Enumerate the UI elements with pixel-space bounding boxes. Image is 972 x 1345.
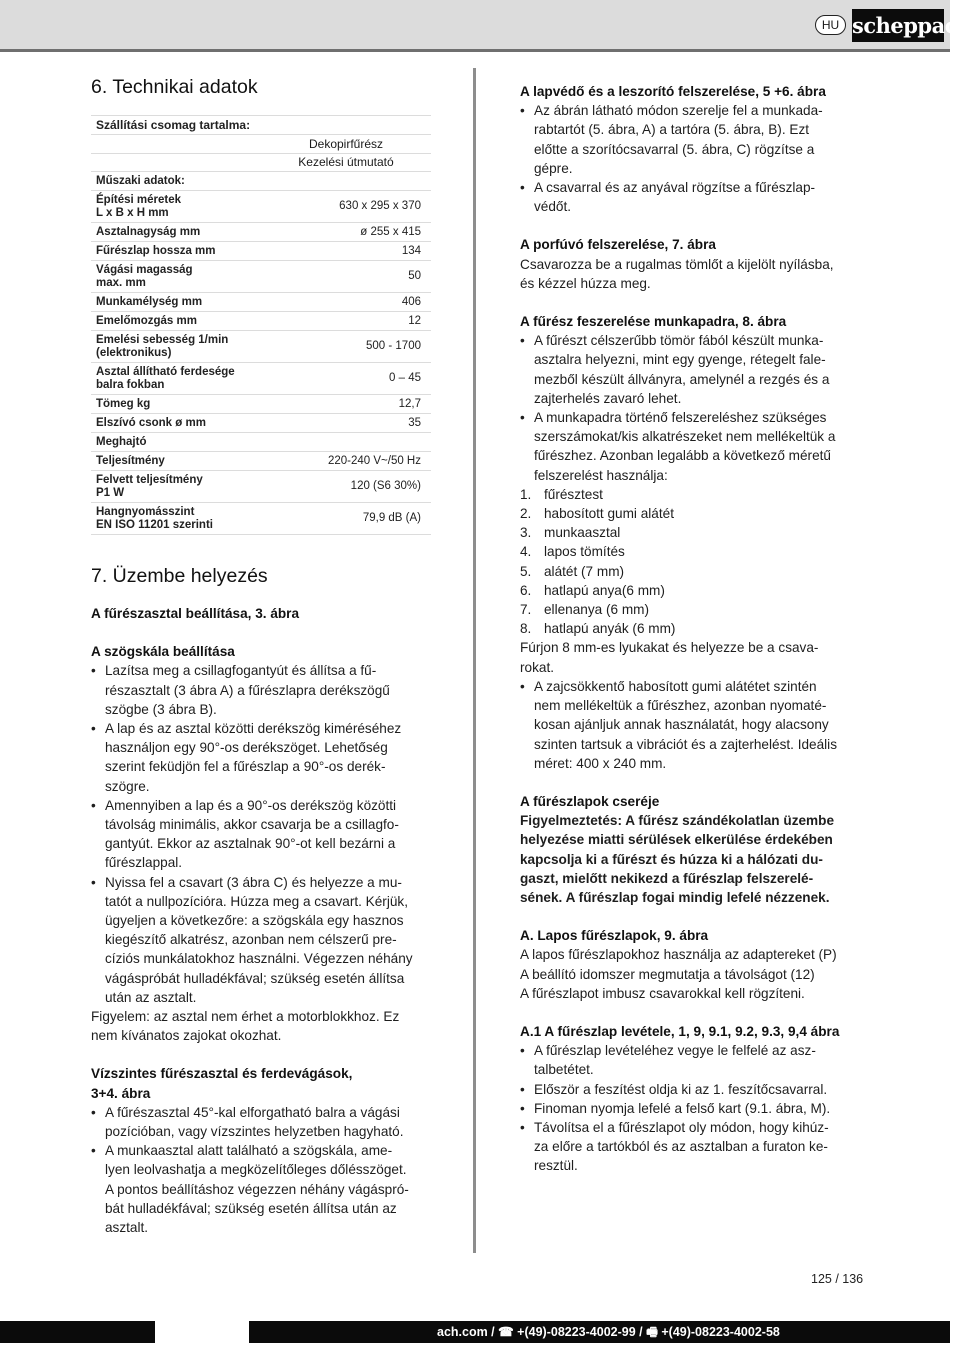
spec-label: Elszívó csonk ø mm bbox=[96, 417, 206, 429]
bullet-list-blade-removal bbox=[520, 1041, 863, 1175]
numbered-item bbox=[520, 523, 863, 542]
bullet-list-angle bbox=[91, 661, 431, 1007]
numbered-item-text: fűrésztest bbox=[544, 486, 603, 502]
subheading-guard-mount: A lapvédő és a leszorító felszerelése, 5 +6. ábra bbox=[520, 84, 826, 99]
bullet-item: • A fűrészt célszerűbb tömör fából készült munka- asztalra helyezni, mint egy gyenge, rétegelt fale- mezből készült állványra, amelynél a rezgés és a zajterhelés zavaró lehet. bbox=[520, 331, 863, 408]
spec-row bbox=[91, 191, 431, 223]
spec-tech-label: Műszaki adatok: bbox=[96, 175, 185, 187]
numbered-item-index: 2. bbox=[520, 506, 532, 522]
section-6-title: 6. Technikai adatok bbox=[91, 76, 258, 98]
spec-row bbox=[91, 261, 431, 293]
spec-row bbox=[91, 395, 431, 414]
bullet-item: • Lazítsa meg a csillagfogantyút és állítsa a fű- részasztalt (3 ábra A) a fűrészlapra derékszögű szögbe (3 ábra B). bbox=[91, 661, 431, 719]
spec-value: 50 bbox=[408, 270, 421, 282]
spec-row bbox=[91, 471, 431, 503]
spec-label: Felvett teljesítmény P1 W bbox=[96, 474, 203, 499]
spec-label: Tömeg kg bbox=[96, 398, 151, 410]
bullet-item: • A lap és az asztal közötti derékszög kiméréséhez használjon egy 90°-os derékszöget. Lehetőség szerint feküdjön fel a fűrészlap a 90°-os derék- szögre. bbox=[91, 719, 431, 796]
spec-contents-label: Szállítási csomag tartalma: bbox=[96, 118, 251, 132]
numbered-item bbox=[520, 600, 863, 619]
spec-label: Fűrészlap hossza mm bbox=[96, 245, 216, 257]
bullet-item: • A munkaasztal alatt található a szögskála, ame- lyen leolvashatja a megközelítőleges dőlésszöget. A pontos beállításhoz végezzen néhány vágáspró- bát hulladékfával; szükség esetén állítsa után az asztalt. bbox=[91, 1141, 431, 1237]
spec-label: Asztal állítható ferdesége balra fokban bbox=[96, 366, 235, 391]
spec-value: 12,7 bbox=[398, 397, 421, 410]
spec-contents-item: Dekopirfűrész bbox=[91, 135, 431, 154]
bullet-item: • A munkapadra történő felszereléshez szükséges szerszámokat/kis alkatrészeket nem mellékeltük a fűrészhez. Azonban legalább a következő méretű felszerelést használja: bbox=[520, 408, 863, 485]
spec-value: 0 – 45 bbox=[389, 372, 421, 384]
header-rule bbox=[0, 49, 950, 52]
numbered-item bbox=[520, 619, 863, 638]
paragraph-dust-blower: Csavarozza be a rugalmas tömlőt a kijelölt nyílásba, és kézzel húzza meg. bbox=[520, 256, 834, 291]
spec-label: Vágási magasság max. mm bbox=[96, 264, 193, 289]
spec-row bbox=[91, 414, 431, 433]
numbered-parts-list bbox=[520, 485, 863, 639]
spec-value: 630 x 295 x 370 bbox=[339, 200, 421, 212]
numbered-item bbox=[520, 485, 863, 504]
brand-logo: scheppach bbox=[852, 9, 944, 42]
spec-row bbox=[91, 433, 431, 452]
numbered-item-index: 3. bbox=[520, 525, 532, 541]
spec-table bbox=[91, 115, 431, 535]
numbered-item bbox=[520, 504, 863, 523]
spec-label: Meghajtó bbox=[96, 436, 147, 448]
spec-row bbox=[91, 312, 431, 331]
spec-value: 220-240 V~/50 Hz bbox=[327, 454, 421, 467]
subheading-flat-blades: A. Lapos fűrészlapok, 9. ábra bbox=[520, 928, 709, 944]
numbered-item bbox=[520, 562, 863, 581]
spec-value: 12 bbox=[408, 314, 421, 327]
spec-contents-header bbox=[91, 115, 431, 135]
language-badge: HU bbox=[815, 15, 846, 35]
subheading-dust-blower: A porfúvó felszerelése, 7. ábra bbox=[520, 237, 716, 253]
footer-contact: ach.com / ☎ +(49)-08223-4002-99 / 🖷 +(49)-08223-4002-58 bbox=[249, 1321, 950, 1343]
spec-row bbox=[91, 363, 431, 395]
spec-value: 406 bbox=[401, 295, 421, 308]
page-header bbox=[0, 0, 950, 49]
subheading-blade-removal: A.1 A fűrészlap levétele, 1, 9, 9.1, 9.2, 9.3, 9,4 ábra bbox=[520, 1023, 840, 1039]
numbered-item-index: 1. bbox=[520, 486, 532, 502]
spec-value: 120 (S6 30%) bbox=[350, 480, 421, 492]
warning-paragraph: Figyelmeztetés: A fűrész szándékolatlan üzembe helyezése miatti sérülések elkerülése érdekében kapcsolja ki a fűrészt és húzza ki a hálózati du- gaszt, mielőtt nekikezd a fűrészlap felszerelé- sének. A fűrészlap fogai mindig lefelé nézzenek. bbox=[520, 813, 835, 905]
numbered-item-index: 7. bbox=[520, 602, 532, 618]
bullet-list-rubber-pad bbox=[520, 677, 863, 773]
paragraph-flat-blades: A lapos fűrészlapokhoz használja az adaptereket (P) A beállító idomszer megmutatja a távolságot (12) A fűrészlapot imbusz csavarokkal kell rögzíteni. bbox=[520, 947, 837, 1001]
note-motor-block: Figyelem: az asztal nem érhet a motorblokkhoz. Ez nem kívánatos zajokat okozhat. bbox=[91, 1009, 400, 1044]
numbered-item-index: 4. bbox=[520, 544, 532, 560]
numbered-item-index: 6. bbox=[520, 582, 532, 598]
spec-label: Hangnyomásszint EN ISO 11201 szerinti bbox=[96, 506, 213, 531]
column-divider bbox=[473, 68, 476, 1253]
numbered-item-text: ellenanya (6 mm) bbox=[544, 602, 650, 618]
subheading-workbench-mount: A fűrész feszerelése munkapadra, 8. ábra bbox=[520, 314, 787, 330]
bullet-item: • A csavarral és az anyával rögzítse a fűrészlap- védőt. bbox=[520, 178, 863, 216]
numbered-item-text: lapos tömítés bbox=[544, 544, 625, 560]
subheading-blade-change: A fűrészlapok cseréje bbox=[520, 793, 660, 809]
bullet-item: • A fűrészasztal 45°-kal elforgatható balra a vágási pozícióban, vagy vízszintes helyzetben hagyható. bbox=[91, 1103, 431, 1141]
spec-value: ø 255 x 415 bbox=[360, 225, 421, 238]
subheading-angle-scale: A szögskála beállítása bbox=[91, 644, 235, 660]
paragraph-drill-holes: Fúrjon 8 mm-es lyukakat és helyezze be a csava- rokat. bbox=[520, 640, 819, 675]
spec-tech-header bbox=[91, 172, 431, 191]
spec-row bbox=[91, 242, 431, 261]
spec-row bbox=[91, 331, 431, 363]
subheading-horizontal-table: Vízszintes fűrészasztal és ferdevágások, 3+4. ábra bbox=[91, 1066, 353, 1101]
numbered-item-index: 8. bbox=[520, 621, 532, 637]
spec-value: 134 bbox=[401, 244, 421, 257]
spec-row bbox=[91, 293, 431, 312]
spec-label: Emelőmozgás mm bbox=[96, 315, 197, 327]
spec-row bbox=[91, 503, 431, 535]
numbered-item-text: alátét (7 mm) bbox=[544, 563, 625, 579]
spec-rows bbox=[91, 191, 431, 535]
spec-value: 35 bbox=[408, 416, 421, 429]
section-7-body bbox=[91, 604, 431, 1237]
spec-label: Építési méretek L x B x H mm bbox=[96, 194, 182, 219]
bullet-item: • A fűrészlap levételéhez vegye le felfelé az asz- talbetétet. bbox=[520, 1041, 863, 1079]
footer-bar-left bbox=[0, 1321, 155, 1343]
subheading-table-setup: A fűrészasztal beállítása, 3. ábra bbox=[91, 606, 300, 621]
bullet-item: • Finoman nyomja lefelé a felső kart (9.1. ábra, M). bbox=[520, 1099, 863, 1118]
bullet-list-guard bbox=[520, 101, 863, 216]
numbered-item bbox=[520, 581, 863, 600]
bullet-item: • Távolítsa el a fűrészlapot oly módon, hogy kihúz- za előre a tartókból és az asztalban a furaton ke- resztül. bbox=[520, 1118, 863, 1176]
right-column bbox=[520, 82, 863, 1176]
spec-contents-item: Kezelési útmutató bbox=[91, 154, 431, 172]
bullet-item: • A zajcsökkentő habosított gumi alátétet szintén nem mellékeltük a fűrészhez, azonban nyomaté- kosan ajánljuk annak használatát, hogy alacsony szinten tartsuk a vibrációt és a zajterhelést. Ideális méret: 400 x 240 mm. bbox=[520, 677, 863, 773]
bullet-item: • Először a feszítést oldja ki az 1. feszítőcsavarral. bbox=[520, 1080, 863, 1099]
bullet-list-workbench bbox=[520, 331, 863, 485]
bullet-item: • Amennyiben a lap és a 90°-os derékszög közötti távolság minimális, akkor csavarja be a csillagfo- gantyút. Ekkor az asztalnak 90°-ot kell bezárni a fűrészlappal. bbox=[91, 796, 431, 873]
page-number: 125 / 136 bbox=[811, 1272, 864, 1286]
section-7-title: 7. Üzembe helyezés bbox=[91, 565, 268, 587]
numbered-item-text: munkaasztal bbox=[544, 525, 621, 541]
bullet-item: • Az ábrán látható módon szerelje fel a munkada- rabtartót (5. ábra, A) a tartóra (5. ábra, B). Ezt előtte a szorítócsavarral (5. ábra, C) rögzítse a gépre. bbox=[520, 101, 863, 178]
spec-label: Emelési sebesség 1/min (elektronikus) bbox=[96, 334, 229, 359]
bullet-item: • Nyissa fel a csavart (3 ábra C) és helyezze a mu- tatót a nullpozícióra. Húzza meg a csavart. Kérjük, ügyeljen a következőre: a szögskála egy hasznos kiegészítő alkatrész, azonban nem célszerű pre- cíziós munkálatokhoz használni. Végezzen néhány vágáspróbát hulladékfával; szükség esetén állítsa után az asztalt. bbox=[91, 873, 431, 1007]
spec-value: 79,9 dB (A) bbox=[362, 512, 421, 524]
spec-row bbox=[91, 452, 431, 471]
numbered-item-index: 5. bbox=[520, 563, 532, 579]
numbered-item-text: habosított gumi alátét bbox=[544, 506, 674, 522]
left-column bbox=[91, 76, 431, 1237]
spec-label: Teljesítmény bbox=[96, 455, 165, 467]
numbered-item-text: hatlapú anya(6 mm) bbox=[544, 582, 665, 598]
spec-label: Munkamélység mm bbox=[96, 296, 203, 308]
bullet-list-tilt bbox=[91, 1103, 431, 1237]
spec-value: 500 - 1700 bbox=[366, 340, 421, 352]
spec-row bbox=[91, 223, 431, 242]
spec-label: Asztalnagyság mm bbox=[96, 226, 201, 238]
numbered-item-text: hatlapú anyák (6 mm) bbox=[544, 621, 676, 637]
numbered-item bbox=[520, 542, 863, 561]
